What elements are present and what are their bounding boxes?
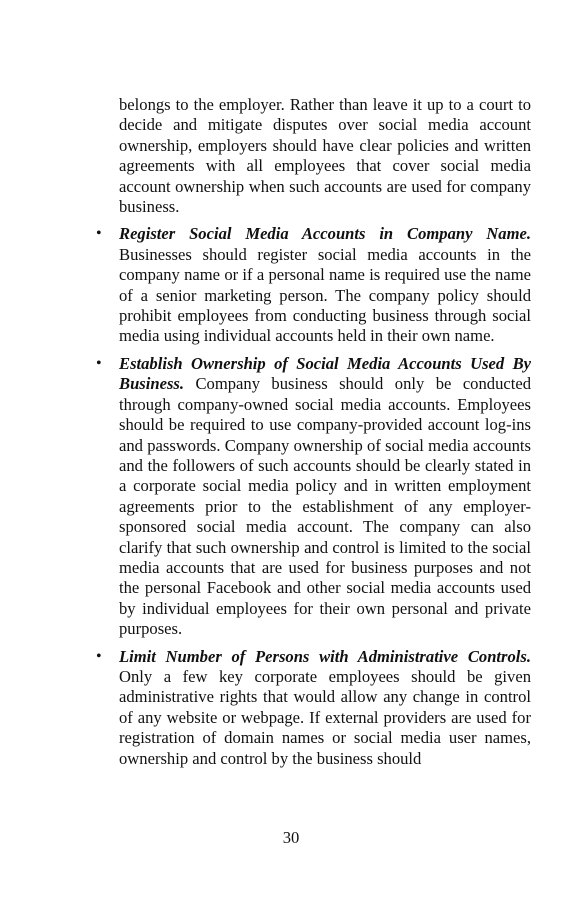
bullet-item-establish-ownership	[96, 353, 532, 640]
bullet-body: Company business should only be conducted through company-owned social media accounts. Employees should be required to use company-provided account log-ins and passwords. Company ownership of social media accounts and the followers of such accounts should be clearly stated in a corporate social media policy and in written employment agreements prior to the establishment of any employer-sponsored social media account. The company can also clarify that such ownership and control is limited to the social media accounts that are used for business purposes and not the personal Facebook and other social media accounts used by individual employees for their own personal and private purposes.	[119, 374, 532, 639]
intro-paragraph: belongs to the employer. Rather than leave it up to a court to decide and mitigate disputes over social media account ownership, employers should have clear policies and written agreements with all employees that cover social media account ownership when such accounts are used for company business.	[119, 95, 531, 217]
recommendations-list	[96, 224, 532, 769]
bullet-icon: •	[96, 225, 102, 243]
bullet-icon: •	[96, 647, 102, 665]
page-number: 30	[282, 828, 300, 847]
bullet-item-register-accounts	[96, 224, 531, 346]
bullet-item-limit-admin-controls	[96, 646, 531, 769]
bullet-title: Register Social Media Accounts in Company Name.	[119, 224, 531, 244]
bullet-body: Businesses should register social media accounts in the company name or if a personal name is required use the name of a senior marketing person. The company policy should prohibit employees from conducting business through social media using individual accounts held in their own name.	[119, 244, 531, 346]
bullet-icon: •	[96, 354, 102, 372]
bullet-title: Limit Number of Persons with Administrative Controls.	[119, 646, 531, 666]
bullet-title: Establish Ownership of Social Media Accounts Used By Business.	[119, 353, 531, 394]
body-text	[96, 95, 532, 776]
bullet-body: Only a few key corporate employees should be given administrative rights that would allow any change in control of any website or webpage. If external providers are used for registration of domain names or social media user names, ownership and control by the business should	[119, 666, 531, 768]
